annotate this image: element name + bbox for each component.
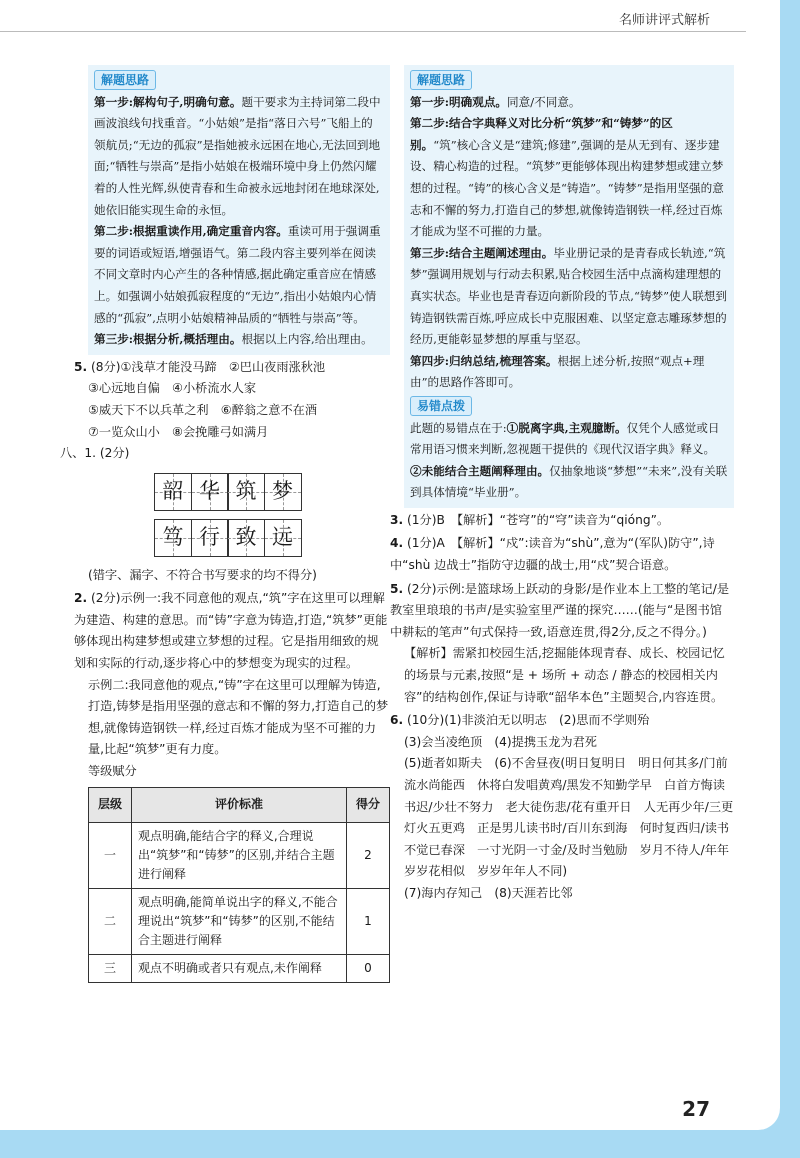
rubric-table	[88, 787, 390, 983]
r-step2: 第二步:结合字典释义对比分析“筑梦”和“铸梦”的区别。“筑”核心含义是“建筑;修建”,强调的是从无到有、逐步建设、精心构造的过程。“筑梦”更能够体现出构建梦想或建立梦想的过程。“铸”的核心含义是“铸造”。“铸梦”是指用坚强的意志和不懈的努力,打造自己的梦想,就像铸造钢铁一样,经过百炼才能成为坚不可摧的力量。	[410, 116, 724, 239]
grid-cell: 笃	[154, 519, 192, 557]
answer-4: 4. (1分)A 【解析】“戍”:读音为“shù”,意为“(军队)防守”,诗中“shù 边战士”指防守边疆的战士,用“戍”契合语意。	[390, 536, 715, 573]
answer-6-line2: (3)会当凌绝顶 (4)提携玉龙为君死	[404, 734, 597, 749]
left-column	[60, 65, 390, 983]
answer-6-line4: (7)海内存知己 (8)天涯若比邻	[404, 885, 573, 900]
header-title: 名师讲评式解析	[618, 13, 710, 28]
r-step4: 第四步:归纳总结,梳理答案。根据上述分析,按照“观点+理由”的思路作答即可。	[410, 353, 705, 390]
grid-row-1	[154, 473, 390, 511]
answer-2-example2: 示例二:我同意他的观点,“铸”字在这里可以理解为铸造,打造,铸梦是指用坚强的意志和不懈的努力,打造自己的梦想,就像铸造钢铁一样,经过百炼才能成为坚不可摧的力量,比起“筑梦”更有力度。	[88, 677, 389, 757]
grid-cell: 华	[191, 473, 229, 511]
analysis-tag: 解题思路	[94, 70, 156, 90]
section-8-heading: 八、1. (2分)	[60, 446, 130, 461]
grid-cell: 韶	[154, 473, 192, 511]
r-step1: 第一步:明确观点。同意/不同意。	[410, 94, 581, 109]
right-analysis-box	[404, 65, 734, 508]
step3: 第三步:根据分析,概括理由。根据以上内容,给出理由。	[94, 332, 373, 347]
step2: 第二步:根据重读作用,确定重音内容。重读可用于强调重要的词语或短语,增强语气。第二段内容主要列举在阅读不同文章时内心产生的各种情感,据此确定重音应在情感上。如强调小姑娘孤寂程度的“无边”,指出小姑娘内心情感的“孤寂”,点明小姑娘精神品质的“牺牲与崇高”等。	[94, 224, 381, 325]
answer-5-analysis: 【解析】需紧扣校园生活,挖掘能体现青春、成长、校园记忆的场景与元素,按照“是 + 场所 + 动态 / 静态的校园相关内容”的结构创作,保证与诗歌“韶华本色”主题契合,内容连贯。	[404, 646, 725, 704]
answer-3: 3. (1分)B 【解析】“苍穹”的“穹”读音为“qióng”。	[390, 512, 670, 527]
grid-cell: 远	[264, 519, 302, 557]
grid-cell: 行	[191, 519, 229, 557]
error-tip-tag: 易错点拨	[410, 396, 472, 416]
answer-2: 2. (2分)示例一:我不同意他的观点,“筑”字在这里可以理解为建造、构建的意思。而“铸”字意为铸造,打造,“筑梦”更能够体现出构建梦想或建立梦想的过程。它是指用细致的规划和实际的行动,逐步将心中的梦想变为现实的过程。	[74, 591, 388, 671]
answer-6: 6. (10分)(1)非淡泊无以明志 (2)思而不学则殆	[390, 713, 650, 728]
grid-note: (错字、漏字、不符合书写要求的均不得分)	[88, 567, 317, 582]
error-intro: 此题的易错点在于:①脱离字典,主观臆断。仅凭个人感觉或日常用语习惯来判断,忽视题干提供的《现代汉语字典》释义。	[410, 420, 720, 457]
right-column	[390, 65, 734, 905]
table-header: 得分	[347, 787, 390, 822]
calligraphy-grid	[154, 473, 390, 557]
grid-cell: 致	[227, 519, 265, 557]
page-number: 27	[682, 1097, 710, 1121]
step1: 第一步:解构句子,明确句意。题干要求为主持词第二段中画波浪线句找重音。“小姑娘”是指“落日六号”飞船上的领航员;“无边的孤寂”是指她被永远困在地心,无法回到地面;“牺牲与崇高”是指小姑娘在极端环境中身上仍然闪耀着的人性光辉,纵使青春和生命被永远地封闭在地球深处,她依旧能实现生命的永恒。	[94, 94, 381, 217]
table-row: 一 观点明确,能结合字的释义,合理说出“筑梦”和“铸梦”的区别,并结合主题进行阐释 2	[89, 822, 390, 888]
table-row: 三 观点不明确或者只有观点,未作阐释 0	[89, 954, 390, 982]
left-analysis-box	[88, 65, 390, 355]
table-header: 层级	[89, 787, 132, 822]
grading-label: 等级赋分	[88, 764, 137, 779]
grid-cell: 筑	[227, 473, 265, 511]
header-divider	[0, 31, 746, 32]
answer-6-line3: (5)逝者如斯夫 (6)不舍昼夜(明日复明日 明日何其多/门前流水尚能西 休将白发唱黄鸡/黑发不知勤学早 白首方悔读书迟/少壮不努力 老大徒伤悲/花有重开日 人无再少年/三更灯火五更鸡 正是男儿读书时/百川东到海 何时复西归/读书不觉已春深 一寸光阴一寸金/及时当勉励 岁月不待人/年年岁岁花相似 岁岁年年人不同)	[404, 756, 734, 879]
error-2: ②未能结合主题阐释理由。仅抽象地谈“梦想”“未来”,没有关联到具体情境“毕业册”。	[410, 463, 728, 500]
r-step3: 第三步:结合主题阐述理由。毕业册记录的是青春成长轨迹,“筑梦”强调用规划与行动去积累,贴合校园生活中点滴构建理想的真实状态。毕业也是青春迈向新阶段的节点,“铸梦”使人联想到铸造钢铁需百炼,呼应成长中克服困难、以坚定意志雕琢梦想的经历,更能彰显梦想的厚重与坚忍。	[410, 245, 727, 347]
table-row: 二 观点明确,能简单说出字的释义,不能合理说出“筑梦”和“铸梦”的区别,不能结合主题进行阐释 1	[89, 888, 390, 954]
answer-5-left: 5. (8分)①浅草才能没马蹄 ②巴山夜雨涨秋池 ③心远地自偏 ④小桥流水人家 ⑤威天下不以兵革之利 ⑥醉翁之意不在酒 ⑦一览众山小 ⑧会挽雕弓如满月	[74, 359, 326, 439]
table-header-row	[89, 787, 390, 822]
answer-5-right: 5. (2分)示例:是篮球场上跃动的身影/是作业本上工整的笔记/是教室里琅琅的书声/是实验室里严谨的探究……(能与“是图书馆中耕耘的笔声”句式保持一致,语意连贯,得2分,反之不得分。)	[390, 581, 730, 639]
grid-row-2	[154, 519, 390, 557]
analysis-tag: 解题思路	[410, 70, 472, 90]
grid-cell: 梦	[264, 473, 302, 511]
table-header: 评价标准	[132, 787, 347, 822]
